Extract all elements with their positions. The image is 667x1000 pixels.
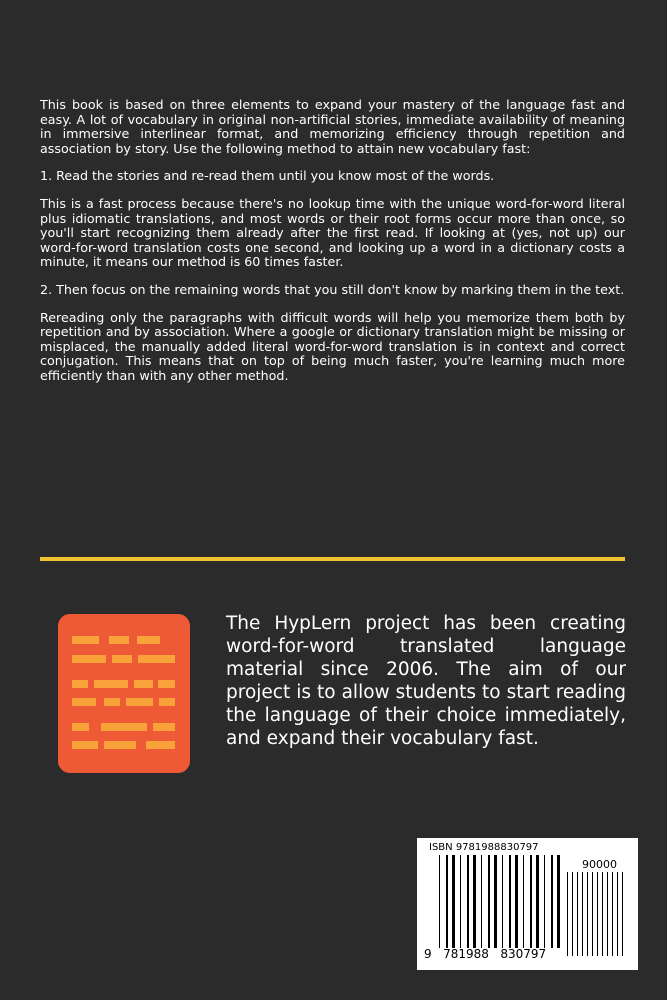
paragraph-step-1: 1. Read the stories and re-read them until you know most of the words. <box>40 168 495 184</box>
hyplern-logo-icon <box>58 614 190 773</box>
description-text <box>40 98 625 397</box>
isbn-label: ISBN 9781988830797 <box>429 842 539 853</box>
paragraph-step-2: 2. Then focus on the remaining words that you still don't know by marking them in the text. <box>40 281 625 297</box>
project-description: The HypLern project has been creating word-for-word translated language material since 2006. The aim of our project is to allow students to start reading the language of their choice immediately, and expand their vocabulary fast. <box>226 613 626 749</box>
divider-line <box>40 557 625 561</box>
paragraph-rereading: Rereading only the paragraphs with difficult words will help you memorize them both by repetition and by association. Where a google or dictionary translation might be missing or misplaced, the manually added literal word-for-word translation is in context and correct conjugation. This means that on top of being much faster, you're learning much more efficiently than with any other method. <box>40 309 625 383</box>
paragraph-explanation: This is a fast process because there's no lookup time with the unique word-for-word literal plus idiomatic translations, and most words or their root forms occur more than once, so you'll start recognizing them already after the first read. If looking at (yes, not up) our word-for-word translation costs one second, and looking up a word in a dictionary costs a minute, it means our method is 60 times faster. <box>40 195 625 270</box>
paragraph-intro: This book is based on three elements to expand your mastery of the language fast and easy. A lot of vocabulary in original non-artificial stories, immediate availability of meaning in immersive interlinear format, and memorizing efficiency through repetition and association by story. Use the following method to attain new vocabulary fast: <box>40 97 625 156</box>
barcode-digits: 9 781988 830797 <box>424 947 547 961</box>
isbn-barcode <box>417 838 638 970</box>
addon-code: 90000 <box>582 858 617 871</box>
